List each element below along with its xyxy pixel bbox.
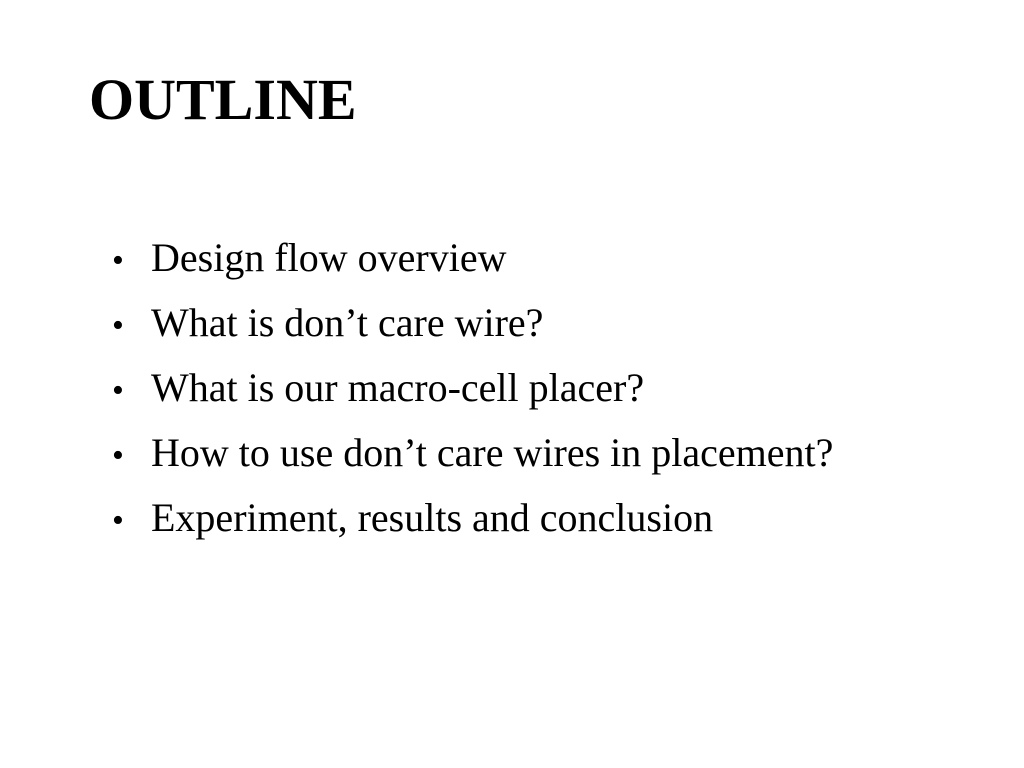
bullet-icon: • [112,502,124,539]
list-item [112,423,833,488]
bullet-icon: • [112,242,124,279]
list-item-text: What is our macro-cell placer? [151,365,645,410]
list-item-text: What is don’t care wire? [151,300,544,345]
list-item [112,488,833,553]
slide-title: OUTLINE [89,67,357,132]
list-item [112,228,833,293]
list-item-text: Experiment, results and conclusion [151,495,714,540]
list-item [112,358,833,423]
list-item [112,293,833,358]
bullet-icon: • [112,307,124,344]
bullet-icon: • [112,372,124,409]
bullet-icon: • [112,437,124,474]
outline-list [112,228,833,553]
list-item-text: Design flow overview [151,235,507,280]
list-item-text: How to use don’t care wires in placement? [151,430,834,475]
